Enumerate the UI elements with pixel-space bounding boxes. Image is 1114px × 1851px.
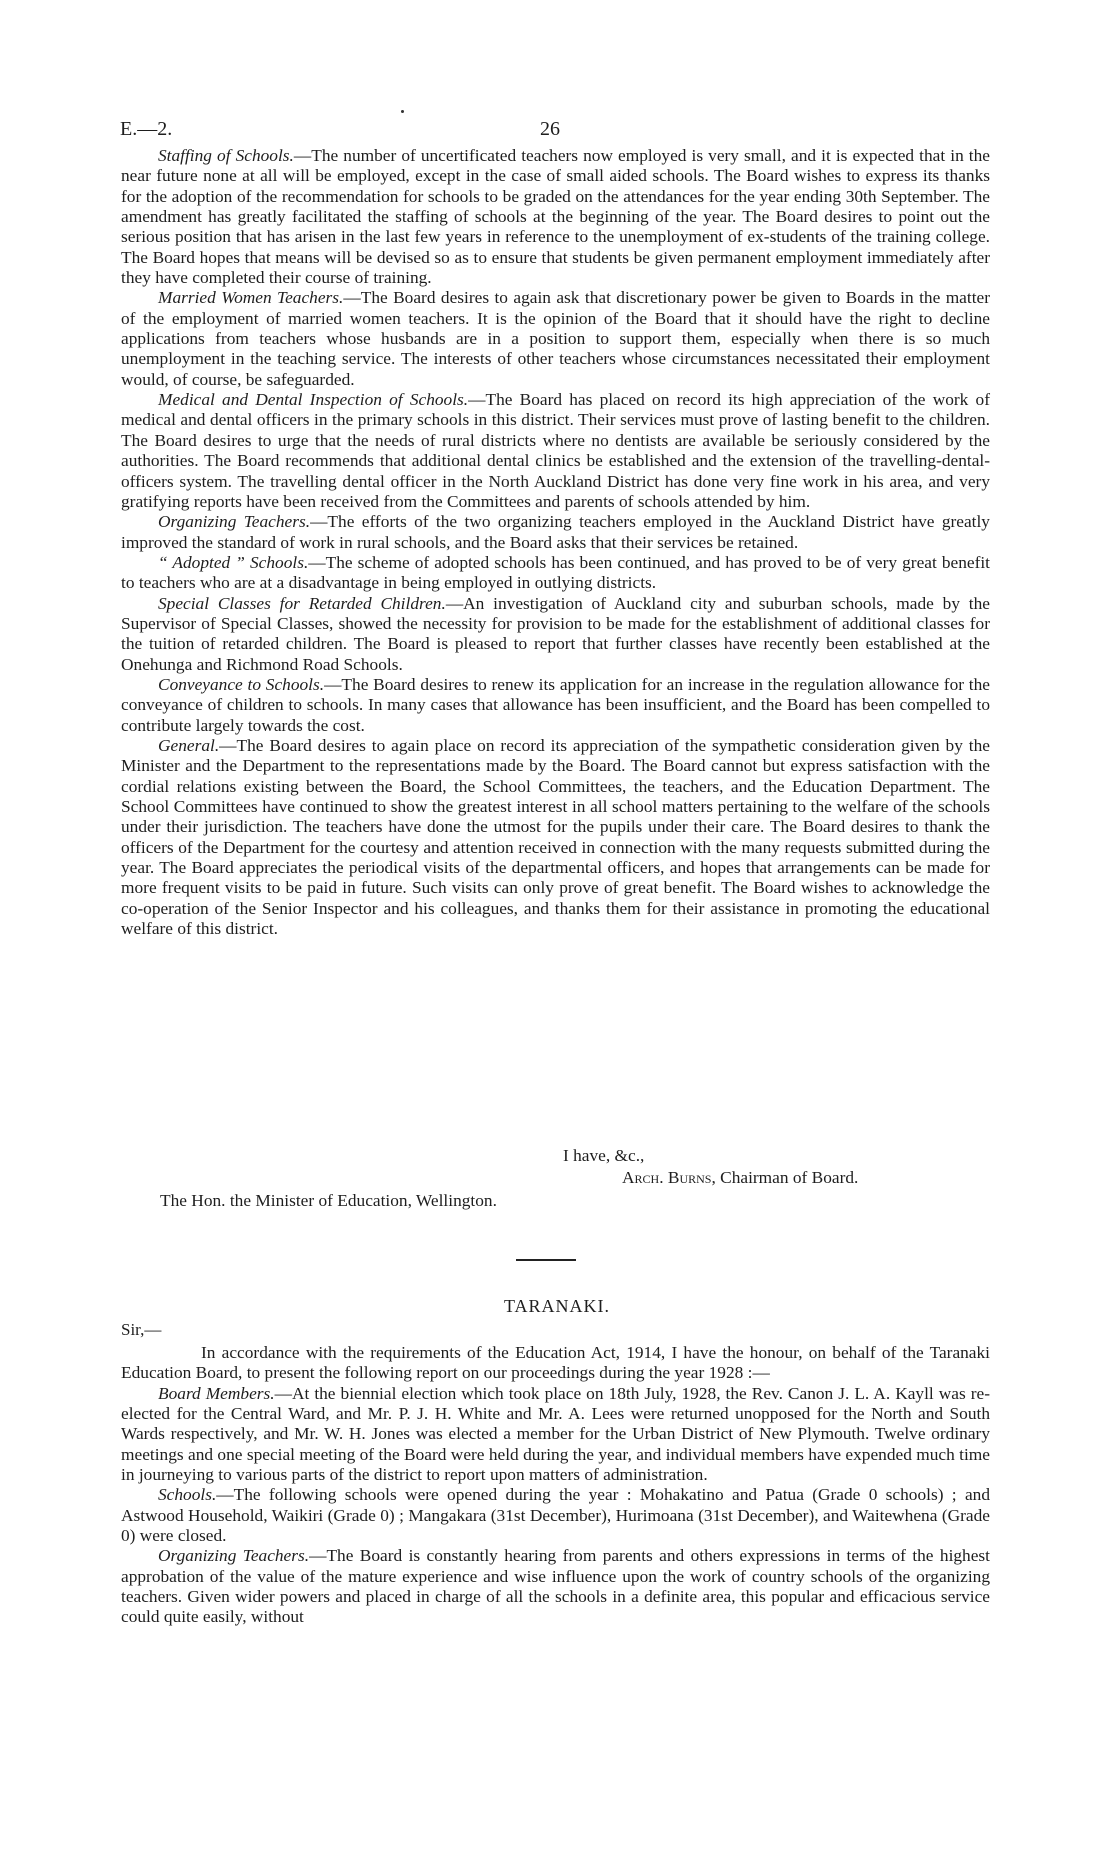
paragraph-special-classes xyxy=(121,594,990,675)
paragraph-text: —The Board desires to again ask that discretionary power be given to Boards in the matter of the employment of married women teachers. It is the opinion of the Board that it should have the right to decline applications from teachers whose husbands are in a position to support them, especially when there is so much unemployment in the teaching service. The interests of other teachers whose circumstances necessitated their employment would, of course, be safeguarded. xyxy=(121,288,990,389)
paragraph-heading: Organizing Teachers. xyxy=(158,1546,310,1566)
auckland-report-body xyxy=(121,146,990,939)
paragraph-heading: General. xyxy=(158,735,220,755)
paragraph-text: —The Board desires to renew its application for an increase in the regulation allowance for the conveyance of children to schools. In many cases that allowance has been insufficient, and the Board has been compelled to contribute largely towards the cost. xyxy=(121,674,990,735)
paragraph-heading: Conveyance to Schools. xyxy=(158,674,325,694)
paragraph-general xyxy=(121,736,990,939)
paragraph-organizing-teachers xyxy=(121,512,990,553)
section-title: TARANAKI. xyxy=(503,1296,611,1316)
paragraph-heading: Married Women Teachers. xyxy=(158,288,344,308)
paragraph-schools xyxy=(121,1485,990,1546)
paragraph-text: —The efforts of the two organizing teachers employed in the Auckland District have greatly improved the standard of work in rural schools, and the Board asks that their services be retained. xyxy=(121,512,990,552)
paragraph-heading: Staffing of Schools. xyxy=(158,146,294,165)
signature-line xyxy=(622,1168,858,1188)
paragraph-heading: “ Adopted ” Schools. xyxy=(158,552,309,572)
addressee: The Hon. the Minister of Education, Wellington. xyxy=(160,1191,497,1210)
paragraph-board-members xyxy=(121,1384,990,1486)
paragraph-married-women xyxy=(121,288,990,390)
page-speck xyxy=(401,110,404,113)
paragraph-text: —The number of uncertificated teachers now employed is very small, and it is expected that in the near future none at all will be employed, except in the case of small aided schools. The Board wishes to express its thanks for the adoption of the recommendation for schools to be graded on the attendances for the year ending 30th September. The amendment has greatly facilitated the staffing of schools at the beginning of the year. The Board desires to point out the serious position that has arisen in the last few years in reference to the unemployment of ex-students of the training college. The Board hopes that means will be devised so as to ensure that students be given permanent employment immediately after they have completed their course of training. xyxy=(121,146,990,288)
paragraph-text: —An investigation of Auckland city and suburban schools, made by the Supervisor of Special Classes, showed the necessity for provision to be made for the establishment of additional classes for the tuition of retarded children. The Board is pleased to report that further classes have recently been established at the Onehunga and Richmond Road Schools. xyxy=(121,593,990,674)
signatory-title: , Chairman of Board. xyxy=(711,1168,859,1187)
taranaki-report-body xyxy=(121,1343,990,1628)
paragraph-intro: In accordance with the requirements of the Education Act, 1914, I have the honour, on behalf of the Taranaki Education Board, to present the following report on our proceedings during the year 1928 :— xyxy=(121,1343,990,1383)
paragraph-heading: Board Members. xyxy=(158,1383,275,1403)
paragraph-conveyance xyxy=(121,675,990,736)
salutation: Sir,— xyxy=(121,1320,162,1339)
paragraph-adopted-schools xyxy=(121,553,990,594)
paragraph-staffing xyxy=(121,146,990,288)
document-reference: E.—2. xyxy=(120,118,173,140)
closing-line: I have, &c., xyxy=(563,1146,645,1165)
paragraph-heading: Medical and Dental Inspection of Schools. xyxy=(158,390,469,410)
paragraph-text: —The Board has placed on record its high appreciation of the work of medical and dental officers in the primary schools in this district. Their services must prove of lasting benefit to the children. The Board desires to urge that the needs of rural districts where no dentists are available be seriously considered by the authorities. The Board recommends that additional dental clinics be established and the extension of the travelling-dental-officers system. The travelling dental officer in the North Auckland District has done very fine work in his area, and very gratifying reports have been received from the Committees and parents of schools attended by him. xyxy=(121,390,990,511)
signatory-name: Arch. Burns xyxy=(622,1168,712,1187)
paragraph-text: —The following schools were opened during the year : Mohakatino and Patua (Grade 0 schools) ; and Astwood Household, Waikiri (Grade 0) ; Mangakara (31st December), Hurimoana (31st December), and Waitewhena (Grade 0) were closed. xyxy=(121,1485,990,1546)
paragraph-medical-dental xyxy=(121,390,990,512)
paragraph-text: —The scheme of adopted schools has been continued, and has proved to be of very great benefit to teachers who are at a disadvantage in being employed in outlying districts. xyxy=(121,552,991,593)
paragraph-text: —The Board is constantly hearing from parents and others expressions in terms of the highest approbation of the value of the mature experience and wise influence upon the work of country schools of the organizing teachers. Given wider powers and placed in charge of all the schools in a definite area, this popular and efficacious service could quite easily, without xyxy=(121,1546,990,1627)
paragraph-text: —The Board desires to again place on record its appreciation of the sympathetic consideration given by the Minister and the Department to the representations made by the Board. The Board cannot but express satisfaction with the cordial relations existing between the Board, the School Committees, the teachers, and the Education Department. The School Committees have continued to show the greatest interest in all school matters pertaining to the welfare of the schools under their jurisdiction. The teachers have done the utmost for the pupils under their care. The Board desires to thank the officers of the Department for the courtesy and attention received in connection with the many requests submitted during the year. The Board appreciates the periodical visits of the departmental officers, and hopes that arrangements can be made for more frequent visits to be paid in future. Such visits can only prove of great benefit. The Board wishes to acknowledge the co-operation of the Senior Inspector and his colleagues, and thanks them for their assistance in promoting the educational welfare of this district. xyxy=(121,735,990,939)
paragraph-heading: Special Classes for Retarded Children. xyxy=(158,593,446,613)
paragraph-heading: Schools. xyxy=(158,1485,217,1505)
paragraph-heading: Organizing Teachers. xyxy=(158,512,311,532)
paragraph-organizing-teachers-taranaki xyxy=(121,1546,990,1627)
page-number: 26 xyxy=(540,118,560,140)
paragraph-text: —At the biennial election which took place on 18th July, 1928, the Rev. Canon J. L. A. Kayll was re-elected for the Central Ward, and Mr. P. J. H. White and Mr. A. Lees were returned unopposed for the North and South Wards respectively, and Mr. W. H. Jones was elected a member for the Urban District of New Plymouth. Twelve ordinary meetings and one special meeting of the Board were held during the year, and individual members have expended much time in journeying to various parts of the district to report upon matters of administration. xyxy=(121,1383,990,1485)
section-divider xyxy=(516,1259,576,1261)
